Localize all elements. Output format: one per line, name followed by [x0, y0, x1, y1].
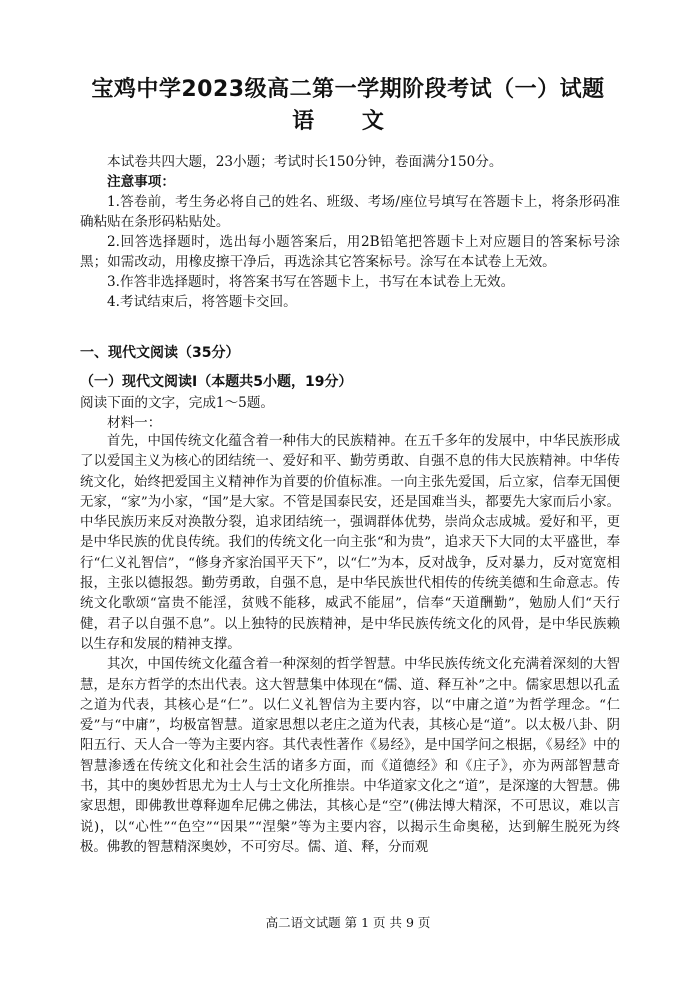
notice-item-4: 4.考试结束后，将答题卡交回。 [107, 294, 297, 310]
reading-prompt: 阅读下面的文字，完成1～5题。 [80, 395, 275, 411]
section-heading: 一、现代文阅读（35分） [80, 345, 240, 361]
passage-paragraph-1: 首先，中国传统文化蕴含着一种伟大的民族精神。在五千多年的发展中，中华民族形成了以爱国主义为核心的团结统一、爱好和平、勤劳勇敢、自强不息的伟大民族精神。中华传统文化，始终把爱国主义精神作为首要的价值标准。一向主张先爱国，后立家，信奉无国便无家，“家”为小家，“国”是大家。不管是国泰民安，还是国难当头，都要先大家而后小家。中华民族历来反对涣散分裂，追求团结统一，强调群体优势，崇尚众志成城。爱好和平，更是中华民族的优良传统。我们的传统文化一向主张“和为贵”，追求天下大同的太平盛世，奉行“仁义礼智信”，“修身齐家治国平天下”，以“仁”为本，反对战争，反对暴力，反对宽宽相报，主张以德报怨。勤劳勇敢，自强不息，是中华民族世代相传的传统美德和生命意志。传统文化歌颂“富贵不能淫，贫贱不能移，威武不能屈”，信奉“天道酬勤”，勉励人们“天行健，君子以自强不息”。以上独特的民族精神，是中华民族传统文化的风骨，是中华民族赖以生存和发展的精神支撑。 [80, 434, 620, 652]
subject-title: 语 文 [292, 109, 404, 134]
passage-paragraph-2: 其次，中国传统文化蕴含着一种深刻的哲学智慧。中华民族传统文化充满着深刻的大智慧，是东方哲学的杰出代表。这大智慧集中体现在“儒、道、释互补”之中。儒家思想以孔孟之道为代表，其核心是“仁”。以仁义礼智信为主要内容，以“中庸之道”为哲学理念。“仁爱”与“中庸”，均极富智慧。道家思想以老庄之道为代表，其核心是“道”。以太极八卦、阴阳五行、天人合一等为主要内容。其代表性著作《易经》，是中国学问之根据，《易经》中的智慧渗透在传统文化和社会生活的诸多方面，而《道德经》和《庄子》，亦为两部智慧奇书，其中的奥妙哲思尤为士人与士文化所推崇。中华道家文化之“道”，是深邃的大智慧。佛家思想，即佛教世尊释迦牟尼佛之佛法，其核心是“空”(佛法博大精深，不可思议，难以言说)，以“心性”“色空”“因果”“涅槃”等为主要内容，以揭示生命奥秘，达到解生脱死为终极。佛教的智慧精深奥妙，不可穷尽。儒、道、释，分而观 [80, 657, 620, 855]
reading-prompt-block [80, 393, 620, 433]
instructions [80, 152, 620, 312]
page-footer: 高二语文试题 第 1 页 共 9 页 [265, 915, 431, 930]
notice-item-1: 1.答卷前，考生务必将自己的姓名、班级、考场/座位号填写在答题卡上，将条形码准确粘贴在条形码粘贴处。 [80, 194, 620, 230]
reading-passage [80, 432, 620, 858]
notice-label: 注意事项： [107, 174, 175, 190]
material-label: 材料一： [107, 415, 162, 431]
sub-section-heading: （一）现代文阅读Ⅰ（本题共5小题，19分） [80, 374, 353, 390]
notice-item-2: 2.回答选择题时，选出每小题答案后，用2B铅笔把答题卡上对应题目的答案标号涂黑；如需改动，用橡皮擦干净后，再选涂其它答案标号。涂写在本试卷上无效。 [80, 234, 620, 270]
exam-title: 宝鸡中学2023级高二第一学期阶段考试（一）试题 [91, 77, 605, 102]
notice-item-3: 3.作答非选择题时，将答案书写在答题卡上，书写在本试卷上无效。 [107, 274, 515, 290]
exam-intro: 本试卷共四大题，23小题；考试时长150分钟，卷面满分150分。 [107, 154, 503, 170]
